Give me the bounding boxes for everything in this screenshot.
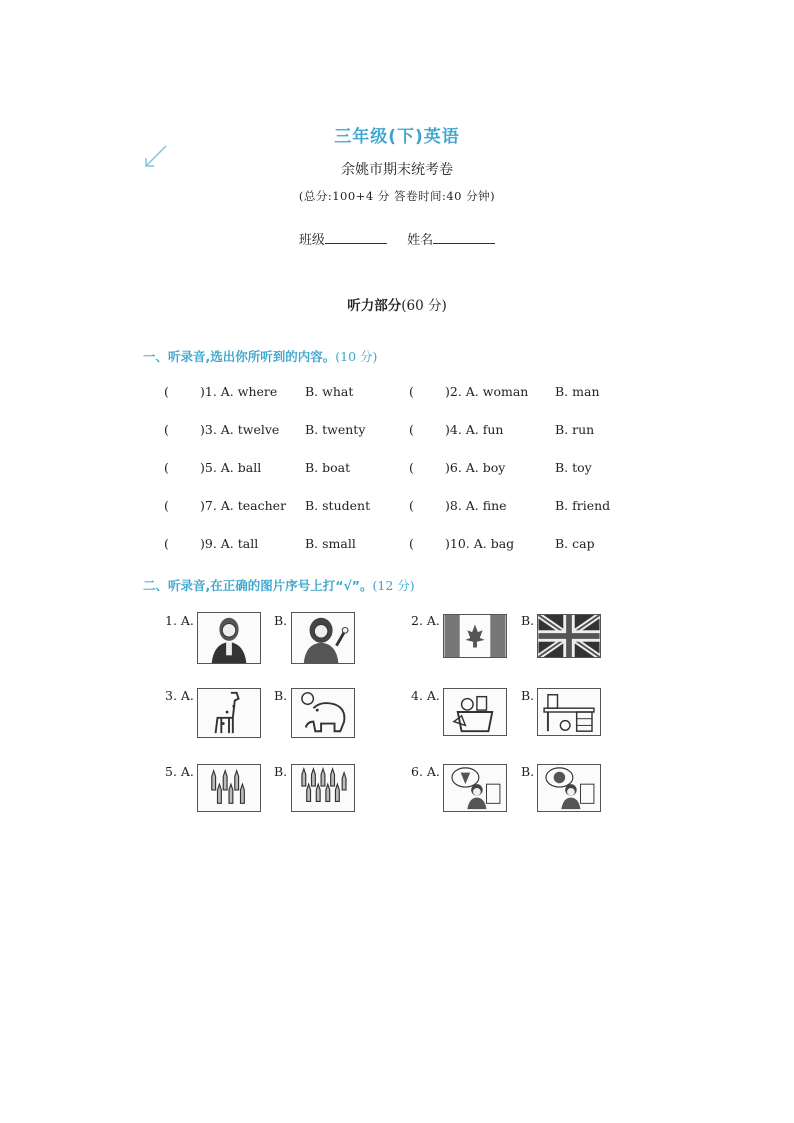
option-a: )6. A. boy [445, 460, 506, 475]
option-b: B. friend [555, 498, 611, 513]
answer-paren[interactable]: ( [164, 422, 169, 437]
uk-flag-icon[interactable] [537, 614, 601, 658]
option-b: B. run [555, 422, 595, 437]
option-a: )7. A. teacher [200, 498, 287, 513]
item1-b-label: B. [274, 613, 288, 628]
answer-paren[interactable]: ( [409, 422, 414, 437]
answer-paren[interactable]: ( [164, 460, 169, 475]
item6-b-label: B. [521, 764, 535, 779]
question-1 [164, 384, 277, 399]
canada-flag-icon[interactable] [443, 614, 507, 658]
item4-a-label: 4. A. [411, 688, 440, 703]
woman-teacher-icon[interactable] [197, 612, 261, 664]
giraffe-icon[interactable] [197, 688, 261, 738]
name-blank[interactable] [433, 231, 495, 244]
class-blank[interactable] [325, 231, 387, 244]
question-8 [409, 498, 507, 513]
item2-a-label: 2. A. [411, 613, 440, 628]
child-thinking-ball-icon[interactable] [537, 764, 601, 812]
part-title-text: 听力部分 [347, 298, 402, 314]
option-a: )8. A. fine [445, 498, 507, 513]
section2-title [143, 576, 415, 594]
crayons-few-icon[interactable] [197, 764, 261, 812]
exam-title: 三年级(下)英语 [334, 127, 460, 147]
item6-a-label: 6. A. [411, 764, 440, 779]
option-b: B. cap [555, 536, 595, 551]
item3-a-label: 3. A. [165, 688, 194, 703]
question-5 [164, 460, 261, 475]
answer-paren[interactable]: ( [409, 460, 414, 475]
question-6 [409, 460, 505, 475]
option-b: B. twenty [305, 422, 366, 437]
item4-b-label: B. [521, 688, 535, 703]
option-b: B. toy [555, 460, 592, 475]
answer-paren[interactable]: ( [164, 536, 169, 551]
desk-icon[interactable] [537, 688, 601, 736]
question-2 [409, 384, 528, 399]
section2-points: (12 分) [372, 578, 415, 593]
toy-box-icon[interactable] [443, 688, 507, 736]
option-b: B. boat [305, 460, 351, 475]
elephant-icon[interactable] [291, 688, 355, 738]
listening-part-title [0, 294, 794, 314]
answer-paren[interactable]: ( [409, 498, 414, 513]
student-info [0, 229, 794, 248]
part-points: (60 分) [401, 298, 447, 314]
option-a: )4. A. fun [445, 422, 504, 437]
exam-subtitle: 余姚市期末统考卷 [341, 162, 453, 178]
section2-title-text: 二、听录音,在正确的图片序号上打“√”。 [143, 578, 373, 593]
option-b: B. what [305, 384, 354, 399]
item1-a-label: 1. A. [165, 613, 194, 628]
crayons-many-icon[interactable] [291, 764, 355, 812]
answer-paren[interactable]: ( [164, 498, 169, 513]
option-b: B. student [305, 498, 371, 513]
option-a: )2. A. woman [445, 384, 529, 399]
name-field[interactable] [407, 229, 495, 248]
question-10 [409, 536, 514, 551]
answer-paren[interactable]: ( [409, 536, 414, 551]
name-label: 姓名 [407, 233, 434, 248]
question-4 [409, 422, 503, 437]
class-field[interactable] [299, 229, 387, 248]
section1-title [143, 347, 377, 365]
option-a: )9. A. tall [200, 536, 259, 551]
girl-waving-icon[interactable] [291, 612, 355, 664]
question-3 [164, 422, 279, 437]
answer-paren[interactable]: ( [164, 384, 169, 399]
option-a: )3. A. twelve [200, 422, 280, 437]
option-a: )10. A. bag [445, 536, 515, 551]
option-a: )1. A. where [200, 384, 278, 399]
option-b: B. small [305, 536, 356, 551]
item3-b-label: B. [274, 688, 288, 703]
item2-b-label: B. [521, 613, 535, 628]
section1-title-text: 一、听录音,选出你所听到的内容。 [143, 349, 336, 364]
option-a: )5. A. ball [200, 460, 262, 475]
child-thinking-strawberry-icon[interactable] [443, 764, 507, 812]
question-9 [164, 536, 258, 551]
item5-b-label: B. [274, 764, 288, 779]
option-b: B. man [555, 384, 600, 399]
exam-meta: (总分:100+4 分 答卷时间:40 分钟) [298, 189, 496, 203]
section1-points: (10 分) [335, 349, 378, 364]
answer-paren[interactable]: ( [409, 384, 414, 399]
class-label: 班级 [298, 233, 325, 248]
question-7 [164, 498, 286, 513]
item5-a-label: 5. A. [165, 764, 194, 779]
